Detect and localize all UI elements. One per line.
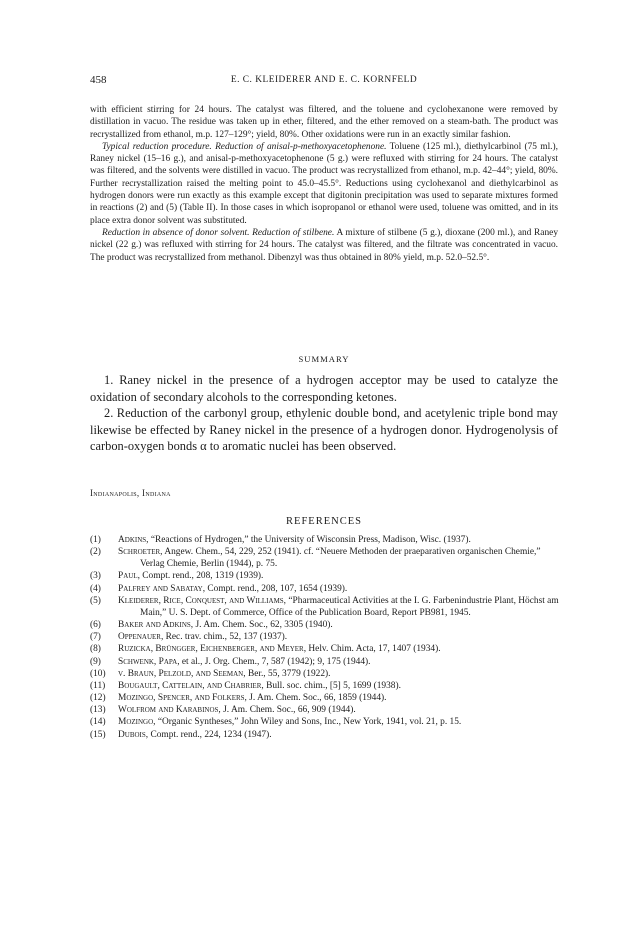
reference-item <box>90 534 560 546</box>
reference-text <box>118 546 560 570</box>
reference-text <box>118 680 560 692</box>
reference-authors: Adkins, <box>118 535 149 545</box>
reference-citation: J. Am. Chem. Soc., 66, 909 (1944). <box>220 705 356 716</box>
reference-text <box>118 668 560 680</box>
reference-authors: Dubois, <box>118 729 149 740</box>
paragraph-oxidation: with efficient stirring for 24 hours. The catalyst was filtered, and the toluene and cyclohexanone were removed by distillation in vacuo. The residue was taken up in ether, filtered, and the ether removed on a steam-bath. The product was recrystallized from ethanol, m.p. 127–129°; yield, 80%. Other oxidations were run in an exactly similar fashion. <box>90 105 558 140</box>
author-location: Indianapolis, Indiana <box>90 488 171 498</box>
reference-item <box>90 631 560 643</box>
references-heading: REFERENCES <box>286 516 362 527</box>
reference-authors: Ruzicka, Brüngger, Eichenberger, and Meyer, <box>118 644 307 655</box>
reference-number: (1) <box>90 535 101 545</box>
reference-citation: Compt. rend., 208, 1319 (1939). <box>139 571 264 582</box>
reference-item <box>90 546 560 570</box>
reference-number: (3) <box>90 571 101 582</box>
reference-citation: “Reactions of Hydrogen,” the University of Wisconsin Press, Madison, Wisc. (1937). <box>148 535 471 545</box>
reference-citation: Bull. soc. chim., [5] 5, 1699 (1938). <box>263 680 401 691</box>
reference-number: (13) <box>90 705 106 716</box>
reference-citation: “Organic Syntheses,” John Wiley and Sons, Inc., New York, 1941, vol. 21, p. 15. <box>155 717 462 728</box>
reference-number: (4) <box>90 583 101 594</box>
reference-number: (5) <box>90 595 101 606</box>
summary-heading: SUMMARY <box>298 354 350 364</box>
reference-number: (12) <box>90 693 106 704</box>
reference-citation: Compt. rend., 208, 107, 1654 (1939). <box>205 583 348 594</box>
reference-item <box>90 680 560 692</box>
paragraph-heading: Reduction in absence of donor solvent. Reduction of stilbene. <box>102 227 335 238</box>
reference-authors: Oppenauer, <box>118 632 164 643</box>
reference-authors: Wolfrom and Karabinos, <box>118 705 221 716</box>
reference-authors: Baker and Adkins, <box>118 620 194 631</box>
reference-authors: Schwenk, Papa, <box>118 656 180 667</box>
paragraph-heading: Typical reduction procedure. Reduction of anisal-p-methoxyacetophenone. <box>102 141 387 152</box>
reference-citation: Compt. rend., 224, 1234 (1947). <box>148 729 272 740</box>
summary-item: 1. Raney nickel in the presence of a hydrogen acceptor may be used to catalyze the oxidation of secondary alcohols to the corresponding ketones. <box>90 373 558 404</box>
reference-item <box>90 583 560 595</box>
reference-item <box>90 619 560 631</box>
reference-number: (14) <box>90 717 106 728</box>
reference-text <box>118 692 560 704</box>
paragraph-typical-reduction <box>90 141 558 227</box>
running-title: E. C. KLEIDERER AND E. C. KORNFELD <box>230 75 418 85</box>
reference-item <box>90 643 560 655</box>
reference-citation: “Pharmaceutical Activities at the I. G. Farbenindustrie Plant, Höchst am Main,” U. S. Dept. of Commerce, Office of the Publication Board, Report PB981, 1945. <box>140 595 559 618</box>
reference-authors: Mozingo, <box>118 717 156 728</box>
reference-citation: J. Am. Chem. Soc., 62, 3305 (1940). <box>193 620 333 631</box>
reference-text <box>118 643 560 655</box>
reference-citation: Helv. Chim. Acta, 17, 1407 (1934). <box>306 644 441 655</box>
reference-text <box>118 534 560 546</box>
reference-authors: Palfrey and Sabatay, <box>118 583 206 594</box>
reference-number: (10) <box>90 668 106 679</box>
reference-item <box>90 570 560 582</box>
reference-text <box>118 631 560 643</box>
reference-number: (9) <box>90 656 101 667</box>
paragraph-reduction-no-donor <box>90 227 558 264</box>
reference-authors: v. Braun, Pelzold, and Seeman, <box>118 668 246 679</box>
reference-item <box>90 729 560 741</box>
reference-number: (15) <box>90 729 106 740</box>
reference-authors: Bougault, Cattelain, and Chabrier, <box>118 680 264 691</box>
summary-section <box>90 372 558 455</box>
reference-authors: Schroeter, <box>118 547 163 558</box>
reference-text <box>118 729 560 741</box>
reference-text <box>118 619 560 631</box>
reference-authors: Paul, <box>118 571 140 582</box>
reference-item <box>90 656 560 668</box>
running-header <box>90 74 558 88</box>
reference-citation: Rec. trav. chim., 52, 137 (1937). <box>163 632 288 643</box>
summary-item: 2. Reduction of the carbonyl group, ethylenic double bond, and acetylenic triple bond may likewise be effected by Raney nickel in the presence of a hydrogen donor. Hydrogenolysis of carbon-oxygen bonds α to aromatic nuclei has been observed. <box>90 406 558 453</box>
reference-item <box>90 595 560 619</box>
page-number: 458 <box>90 74 107 86</box>
reference-item <box>90 716 560 728</box>
reference-text <box>118 570 560 582</box>
reference-text <box>118 656 560 668</box>
reference-text <box>118 704 560 716</box>
reference-citation: J. Am. Chem. Soc., 66, 1859 (1944). <box>246 693 387 704</box>
reference-citation: et al., J. Org. Chem., 7, 587 (1942); 9, 175 (1944). <box>179 656 371 667</box>
paragraph-text: Toluene (125 ml.), diethylcarbinol (75 ml.), Raney nickel (15–16 g.), and anisal-p-methoxyacetophenone (5 g.) were refluxed with stirring for 24 hours. The catalyst was filtered, and the solvents were distilled in vacuo. The product was recrystallized from ethanol, m.p. 42–44°; yield, 80%. Further recrystallization raised the melting point to 45.0–45.5°. Reductions using cyclohexanol and diethylcarbinol as hydrogen donors were run exactly as this example except that digitonin precipitation was used to separate mixtures formed in reactions (2) and (5) (Table II). In those cases in which isopropanol or ethanol were used, toluene was omitted, and in its place extra donor solvent was substituted. <box>90 141 558 226</box>
reference-item <box>90 668 560 680</box>
reference-citation: Ber., 55, 3779 (1922). <box>245 668 331 679</box>
references-list <box>90 534 560 741</box>
reference-text <box>118 595 560 619</box>
reference-item <box>90 704 560 716</box>
reference-number: (7) <box>90 632 101 643</box>
reference-authors: Mozingo, Spencer, and Folkers, <box>118 693 247 704</box>
reference-text <box>118 583 560 595</box>
experimental-text <box>90 104 558 264</box>
reference-number: (6) <box>90 620 101 631</box>
reference-authors: Kleiderer, Rice, Conquest, and Williams, <box>118 595 287 606</box>
reference-citation: Angew. Chem., 54, 229, 252 (1941). cf. “Neuere Methoden der praeparativen organischen Chemie,” Verlag Chemie, Berlin (1944), p. 75. <box>140 547 541 570</box>
reference-number: (11) <box>90 680 106 691</box>
reference-number: (2) <box>90 547 101 558</box>
paragraph-text: A mixture of stilbene (5 g.), dioxane (200 ml.), and Raney nickel (22 g.) was refluxed with stirring for 24 hours. The catalyst was filtered, and the filtrate was concentrated in vacuo. The product was recrystallized from methanol. Dibenzyl was thus obtained in 80% yield, m.p. 52.0–52.5°. <box>90 227 559 263</box>
reference-text <box>118 716 560 728</box>
reference-number: (8) <box>90 644 101 655</box>
reference-item <box>90 692 560 704</box>
